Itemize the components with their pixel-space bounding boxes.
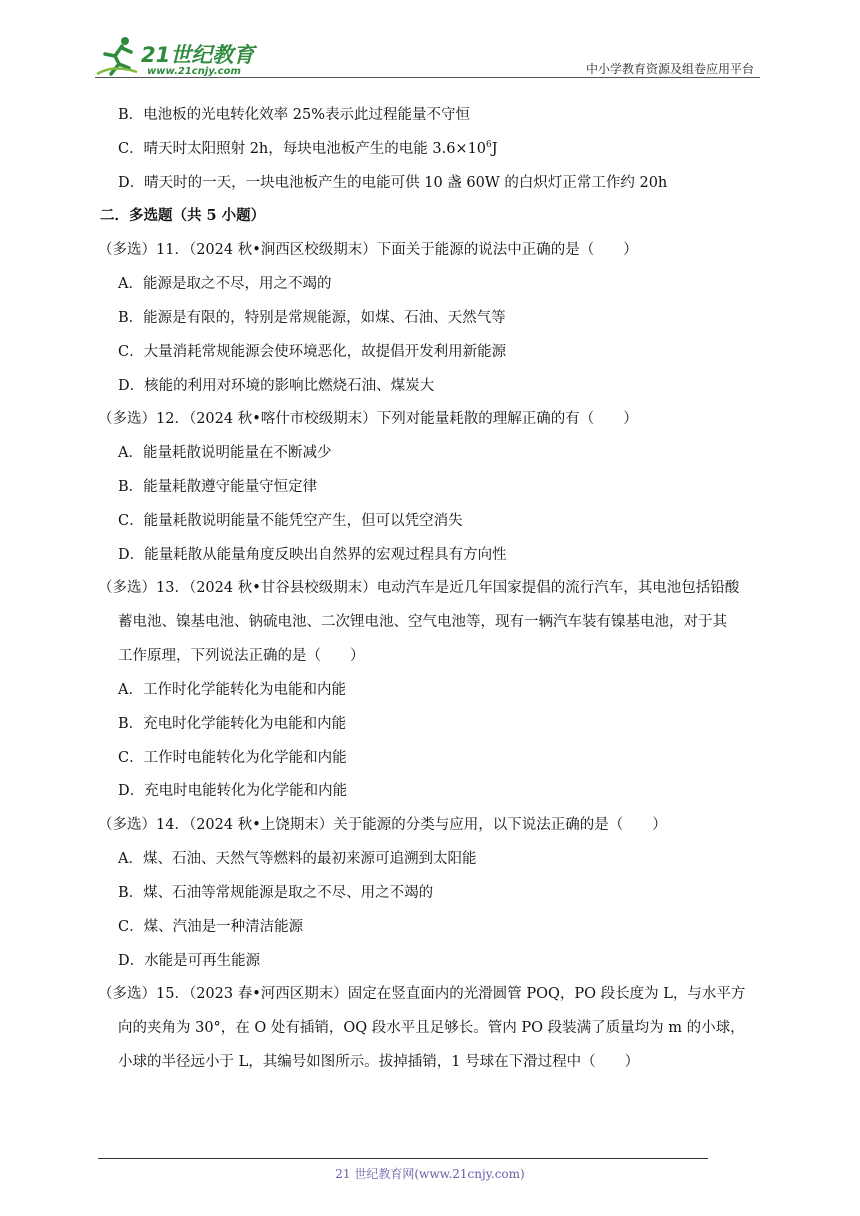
prev-option-b: B．电池板的光电转化效率 25%表示此过程能量不守恒 [118,107,470,123]
runner-logo-icon [95,34,139,78]
question-13-option-b: B．充电时化学能转化为电能和内能 [118,716,347,732]
question-15-stem: （多选）15．（2023 春•河西区期末）固定在竖直面内的光滑圆管 POQ，PO 段长度为 L，与水平方 [98,986,746,1002]
question-11-option-b: B．能源是有限的，特别是常规能源，如煤、石油、天然气等 [118,310,506,326]
logo-text [141,44,254,78]
question-12-stem: （多选）12．（2024 秋•喀什市校级期末）下列对能量耗散的理解正确的有（ ） [98,411,638,427]
question-14-stem: （多选）14．（2024 秋•上饶期末）关于能源的分类与应用，以下说法正确的是（ ） [98,817,667,833]
prev-option-d: D．晴天时的一天，一块电池板产生的电能可供 10 盏 60W 的白炽灯正常工作约 20h [118,175,668,191]
question-11-option-d: D．核能的利用对环境的影响比燃烧石油、煤炭大 [118,378,435,394]
section-title: 二．多选题（共 5 小题） [100,207,266,224]
question-12-option-b: B．能量耗散遵守能量守恒定律 [118,479,318,495]
question-13-stem-line-2: 蓄电池、镍基电池、钠硫电池、二次锂电池、空气电池等，现有一辆汽车装有镍基电池，对于其 [118,614,727,630]
question-14-option-d: D．水能是可再生能源 [118,953,261,969]
question-12-option-a: A．能量耗散说明能量在不断减少 [118,445,332,461]
question-14-option-a: A．煤、石油、天然气等燃料的最初来源可追溯到太阳能 [118,851,477,867]
question-14-option-c: C．煤、汽油是一种清洁能源 [118,919,304,935]
page-header [95,28,760,80]
question-11-option-c: C．大量消耗常规能源会使环境恶化，故提倡开发利用新能源 [118,344,507,360]
question-11-stem: （多选）11．（2024 秋•涧西区校级期末）下面关于能源的说法中正确的是（ ） [98,242,638,258]
question-12-option-c: C．能量耗散说明能量不能凭空产生，但可以凭空消失 [118,513,463,529]
site-logo[interactable] [95,34,254,78]
prev-option-c-text: C．晴天时太阳照射 2h，每块电池板产生的电能 3.6×10 [118,141,487,157]
footer-divider [98,1158,708,1159]
question-13-option-a: A．工作时化学能转化为电能和内能 [118,682,346,698]
question-15-stem-line-2: 向的夹角为 30°，在 O 处有插销，OQ 段水平且足够长。管内 PO 段装满了质量均为 m 的小球， [118,1020,745,1036]
footer-link[interactable]: 21 世纪教育网(www.21cnjy.com) [335,1167,525,1181]
platform-title: 中小学教育资源及组卷应用平台 [585,62,754,76]
logo-title: 21世纪教育 [141,43,255,67]
question-14-option-b: B．煤、石油等常规能源是取之不尽、用之不竭的 [118,885,434,901]
header-divider [95,77,760,78]
question-15-stem-line-3: 小球的半径远小于 L，其编号如图所示。拔掉插销，1 号球在下滑过程中（ ） [118,1054,640,1070]
prev-option-c-unit: J [491,141,498,157]
question-13-stem: （多选）13．（2024 秋•甘谷县校级期末）电动汽车是近几年国家提倡的流行汽车，其电池包括铅酸 [98,580,740,596]
question-12-option-d: D．能量耗散从能量角度反映出自然界的宏观过程具有方向性 [118,547,507,563]
question-13-stem-line-3: 工作原理，下列说法正确的是（ ） [118,648,365,664]
logo-url: www.21cnjy.com [147,66,241,77]
question-11-option-a: A．能源是取之不尽，用之不竭的 [118,276,332,292]
question-13-option-c: C．工作时电能转化为化学能和内能 [118,750,347,766]
prev-option-c-exponent: 6 [486,140,492,151]
prev-option-c [118,139,498,159]
question-13-option-d: D．充电时电能转化为化学能和内能 [118,783,348,799]
